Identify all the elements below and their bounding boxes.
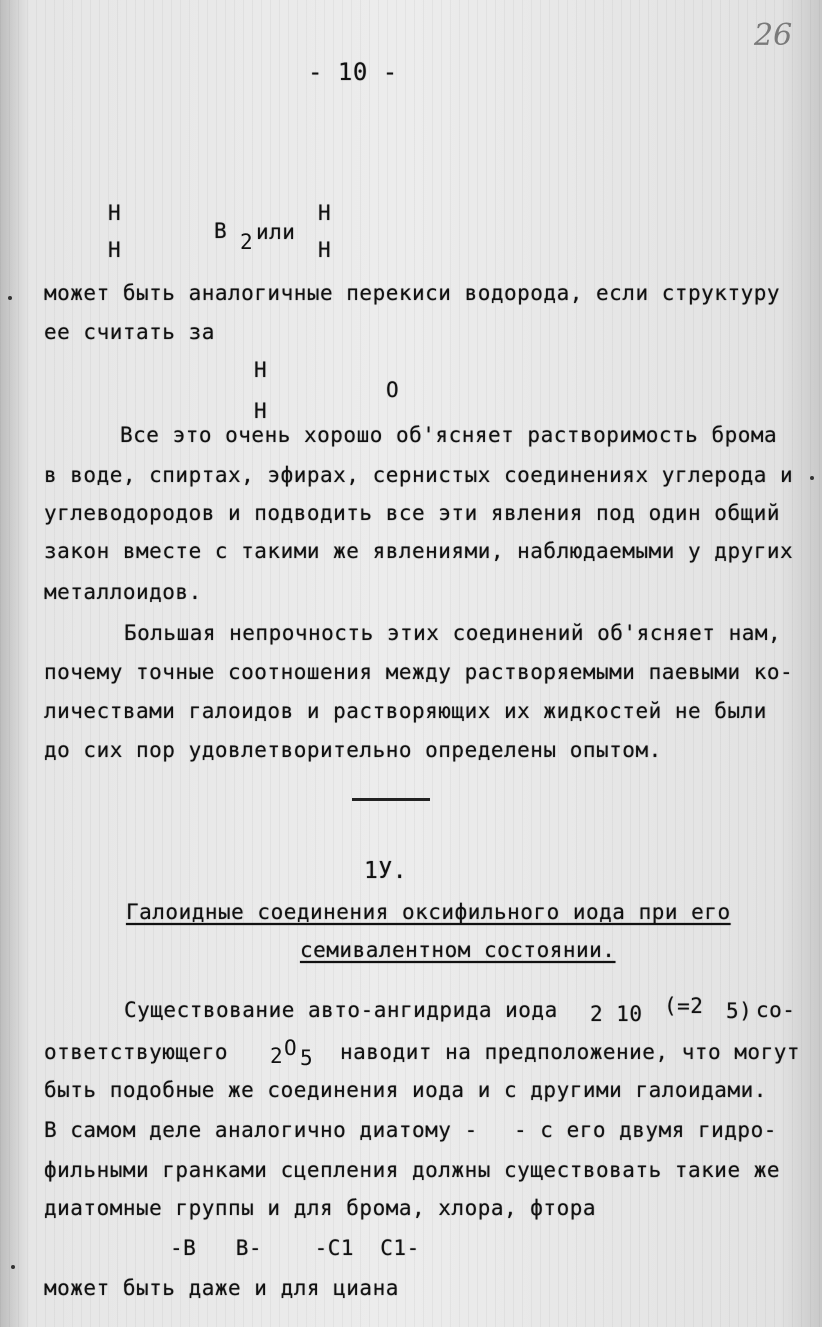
margin-mark [11, 1265, 15, 1269]
formula-h: Н [108, 238, 122, 262]
text-line: со- [756, 998, 796, 1022]
formula-h: Н [318, 201, 332, 225]
text-line: металлоидов. [44, 580, 202, 604]
section-title: Галоидные соединения оксифильного иода при его [126, 900, 731, 924]
section-title: семивалентном состоянии. [300, 938, 616, 962]
text-line: может быть аналогичные перекиси водорода, если структуру [44, 281, 781, 305]
text-line: может быть даже и для циана [44, 1276, 399, 1300]
formula-h: Н [254, 358, 268, 382]
formula-groups: -В В- -С1 С1- [170, 1236, 420, 1260]
text-line: быть подобные же соединения иода и с другими галоидами. [44, 1078, 767, 1102]
archive-number: 26 [754, 18, 793, 53]
formula-h: Н [318, 238, 332, 262]
formula-text: (=2 [664, 994, 704, 1018]
formula-subscript: 2 [240, 230, 253, 254]
text-line: до сих пор удовлетворительно определены опытом. [44, 738, 662, 762]
margin-mark [810, 476, 814, 480]
formula-subscript: 5 [300, 1046, 313, 1070]
page-number: - 10 - [308, 58, 398, 86]
formula-text: 2 [270, 1044, 283, 1068]
text-line: Все это очень хорошо об'ясняет растворимость брома [120, 423, 778, 447]
text-line: закон вместе с такими же явлениями, наблюдаемыми у других [44, 539, 794, 563]
text-line: Существование авто-ангидрида иода [124, 998, 558, 1022]
formula-text: 2 10 [590, 1002, 643, 1026]
text-line: диатомные группы и для брома, хлора, фтора [44, 1196, 597, 1220]
formula-or: или [256, 220, 296, 244]
section-number: 1У. [364, 858, 408, 884]
text-line: ответствующего [44, 1040, 229, 1064]
text-line: - с его двумя гидро- [514, 1118, 777, 1142]
section-divider [352, 798, 430, 801]
text-line: углеводородов и подводить все эти явления под один общий [44, 501, 781, 525]
text-line: наводит на предположение, что могут [340, 1040, 801, 1064]
formula-text: 5) [726, 999, 753, 1023]
text-line: Большая непрочность этих соединений об'ясняет нам, [124, 621, 782, 645]
formula-h: Н [108, 201, 122, 225]
text-line: фильными гранками сцепления должны существовать такие же [44, 1158, 781, 1182]
margin-mark [8, 296, 12, 300]
formula-o: О [386, 378, 400, 402]
text-line: почему точные соотношения между растворяемыми паевыми ко- [44, 660, 794, 684]
text-line: В самом деле аналогично диатому - [44, 1118, 478, 1142]
text-line: в воде, спиртах, эфирах, сернистых соединениях углерода и [44, 463, 794, 487]
text-line: личествами галоидов и растворяющих их жидкостей не были [44, 699, 767, 723]
formula-text: О [284, 1036, 297, 1060]
text-line: ее считать за [44, 320, 215, 344]
formula-b: В [214, 219, 228, 243]
formula-h: Н [254, 399, 268, 423]
